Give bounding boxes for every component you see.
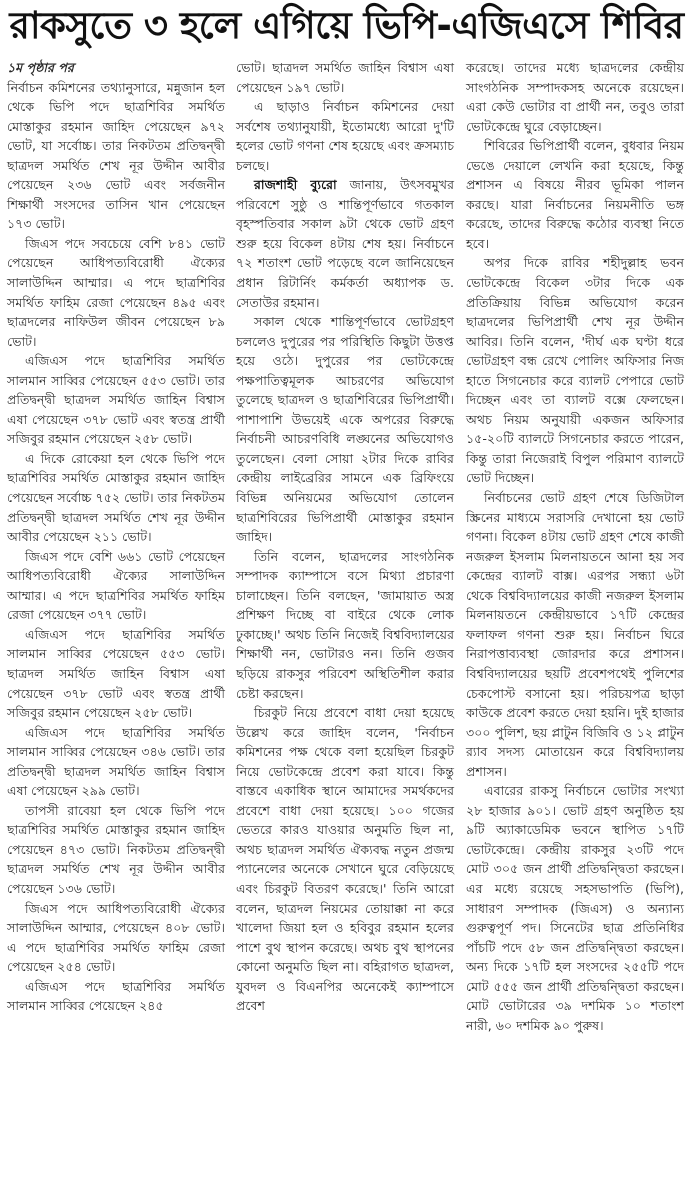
paragraph: এ ছাড়াও নির্বাচন কমিশনের দেয়া সর্বশেষ তথ্যানুযায়ী, ইতোমধ্যে আরো দু'টি হলের ভোট গণনা শেষ হয়েছে এবং ক্রসম্যাচ চলছে।: [236, 99, 454, 173]
paragraph: এজিএস পদে ছাত্রশিবির সমর্থিত সালমান সাব্বির পেয়েছেন ২৪৫: [7, 978, 225, 1014]
paragraph-dateline: [236, 175, 454, 312]
paragraph: জিএস পদে বেশি ৬৬১ ভোট পেয়েছেন আধিপত্যবিরোধী ঐক্যের সালাউদ্দিন আম্মার। এ পদে ছাত্রশিবির সমর্থিত ফাহিম রেজা পেয়েছেন ৩৭৭ ভোট।: [7, 548, 225, 623]
paragraph: ভোট। ছাত্রদল সমর্থিত জাহিন বিশ্বাস এষা পেয়েছেন ১৯৭ ভোট।: [236, 60, 454, 95]
paragraph-text: জানায়, উৎসবমুখর পরিবেশে সুষ্ঠু ও শান্তিপূর্ণভাবে গতকাল বৃহস্পতিবার সকাল ৯টা থেকে ভোট গ্রহণ শুরু হয়ে বিকেল ৪টায় শেষ হয়। নির্বাচনে ৭২ শতাংশ ভোট পড়েছে বলে জানিয়েছেন প্রধান রিটার্নিং কর্মকর্তা অধ্যাপক ড. সেতাউর রহমান।: [236, 177, 454, 310]
paragraph: শিবিরের ভিপিপ্রার্থী বলেন, বুধবার নিয়ম ভেঙে দেয়ালে লেখনি করা হয়েছে, কিন্তু প্রশাসন এ বিষয়ে নীরব ভূমিকা পালন করছে। যারা নির্বাচনের নিয়মনীতি ভঙ্গ করেছে, তাদের বিরুদ্ধে কঠোর ব্যবস্থা নিতে হবে।: [466, 138, 684, 251]
paragraph: এ দিকে রোকেয়া হল থেকে ভিপি পদে ছাত্রশিবির সমর্থিত মোস্তাকুর রহমান জাহিদ পেয়েছেন সর্বোচ্চ ৭৫২ ভোট। তার নিকটতম প্রতিদ্বন্দ্বী ছাত্রদল সমর্থিত শেখ নূর উদ্দীন আবীর পেয়েছেন ২১১ ভোট।: [7, 450, 225, 545]
paragraph: জিএস পদে সবচেয়ে বেশি ৮৪১ ভোট পেয়েছেন আধিপত্যবিরোধী ঐক্যের সালাউদ্দিন আম্মার। এ পদে ছাত্রশিবির সমর্থিত ফাহিম রেজা পেয়েছেন ৪৯৫ এবং ছাত্রদলের নাফিউল জীবন পেয়েছেন ৮৯ ভোট।: [7, 235, 225, 349]
paragraph: অপর দিকে রাবির শহীদুল্লাহ ভবন ভোটকেন্দ্রে বিকেল ৩টার দিকে এক প্রতিক্রিয়ায় বিভিন্ন অভিযোগ করেন ছাত্রদলের ভিপিপ্রার্থী শেখ নূর উদ্দীন আবির। তিনি বলেন, 'দীর্ঘ এক ঘণ্টা ধরে ভোটগ্রহণ বন্ধ রেখে পোলিং অফিসার নিজ হাতে সিগনেচার করে ব্যালট পেপারে ভোট দিচ্ছেন এবং তা ব্যালট বক্সে ফেলছেন। অথচ নিয়ম অনুযায়ী একজন অফিসার ১৫-২০টি ব্যালটে সিগনেচার করতে পারেন, কিন্তু তারা নিজেরাই বিপুল পরিমাণ ব্যালটে ভোট দিচ্ছেন।: [466, 255, 684, 486]
paragraph: এবারের রাকসু নির্বাচনে ভোটার সংখ্যা ২৮ হাজার ৯০১। ভোট গ্রহণ অনুষ্ঠিত হয় ৯টি অ্যাকাডেমিক ভবনে স্থাপিত ১৭টি ভোটকেন্দ্রে। কেন্দ্রীয় রাকসুর ২৩টি পদে মোট ৩০৫ জন প্রার্থী প্রতিদ্বন্দ্বিতা করছেন। এর মধ্যে রয়েছে সহসভাপতি (ভিপি), সাধারণ সম্পাদক (জিএস) ও অন্যান্য গুরুত্বপূর্ণ পদ। সিনেটের ছাত্র প্রতিনিধির পাঁচটি পদে ৫৮ জন প্রতিদ্বন্দ্বিতা করছেন। অন্য দিকে ১৭টি হল সংসদের ২৫৫টি পদে মোট ৫৫৫ জন প্রার্থী প্রতিদ্বন্দ্বিতা করছেন। মোট ভোটারের ৩৯ দশমিক ১০ শতাংশ নারী, ৬০ দশমিক ৯০ পুরুষ।: [466, 783, 684, 1033]
paragraph: এজিএস পদে ছাত্রশিবির সমর্থিত সালমান সাব্বির পেয়েছেন ৫৫৩ ভোট। তার প্রতিদ্বন্দ্বী ছাত্রদল সমর্থিত জাহিন বিশ্বাস এষা পেয়েছেন ৩৭৮ ভোট এবং স্বতন্ত্র প্রার্থী সজিবুর রহমান পেয়েছেন ২৫৮ ভোট।: [7, 353, 225, 447]
paragraph: নির্বাচন কমিশনের তথ্যানুসারে, মন্নুজান হল থেকে ভিপি পদে ছাত্রশিবির সমর্থিত মোস্তাকুর রহমান জাহিদ পেয়েছেন ৯৭২ ভোট, যা সর্বোচ্চ। তার নিকটতম প্রতিদ্বন্দ্বী ছাত্রদল সমর্থিত শেখ নূর উদ্দীন আবীর পেয়েছেন ২৩৬ ভোট এবং সর্বজনীন শিক্ষার্থী সংসদের তাসিন খান পেয়েছেন ১৭৩ ভোট।: [7, 79, 225, 232]
continued-from-label: ১ম পৃষ্ঠার পর: [7, 60, 74, 75]
paragraph: এজিএস পদে ছাত্রশিবির সমর্থিত সালমান সাব্বির পেয়েছেন ৫৫৩ ভোট। ছাত্রদল সমর্থিত জাহিন বিশ্বাস এষা পেয়েছেন ৩৭৮ ভোট এবং স্বতন্ত্র প্রার্থী সজিবুর রহমান পেয়েছেন ২৫৮ ভোট।: [7, 626, 225, 721]
paragraph: এজিএস পদে ছাত্রশিবির সমর্থিত সালমান সাব্বির পেয়েছেন ৩৪৬ ভোট। তার প্রতিদ্বন্দ্বী ছাত্রদল সমর্থিত জাহিন বিশ্বাস এষা পেয়েছেন ২৯৯ ভোট।: [7, 724, 225, 799]
paragraph: নির্বাচনের ভোট গ্রহণ শেষে ডিজিটাল স্ক্রিনের মাধ্যমে সরাসরি দেখানো হয় ভোট গণনা। বিকেল ৪টায় ভোট গ্রহণ শেষে কাজী নজরুল ইসলাম মিলনায়তনে আনা হয় সব কেন্দ্রের ব্যালট বাক্স। এরপর সন্ধ্যা ৬টা থেকে বিশ্ববিদ্যালয়ের কাজী নজরুল ইসলাম মিলনায়তনে কেন্দ্রীয়ভাবে ১৭টি কেন্দ্রের ফলাফল গণনা শুরু হয়। নির্বাচন ঘিরে নিরাপত্তাব্যবস্থা জোরদার করে প্রশাসন। বিশ্ববিদ্যালয়ের ছয়টি প্রবেশপথেই পুলিশের চেকপোস্ট বসানো হয়। পরিচয়পত্র ছাড়া কাউকে প্রবেশ করতে দেয়া হয়নি। দুই হাজার ৩০০ পুলিশ, ছয় প্লাটুন বিজিবি ও ১২ প্লাটুন র‌্যাব সদস্য মোতায়েন করে বিশ্ববিদ্যালয় প্রশাসন।: [466, 490, 684, 779]
paragraph: সকাল থেকে শান্তিপূর্ণভাবে ভোটগ্রহণ চললেও দুপুরের পর পরিস্থিতি কিছুটা উত্তপ্ত হয়ে ওঠে। দুপুরের পর ভোটকেন্দ্রে পক্ষপাতিত্বমূলক আচরণের অভিযোগ তুলেছে ছাত্রদল ও ছাত্রশিবিরের ভিপিপ্রার্থী। পাশাপাশি উভয়েই একে অপরের বিরুদ্ধে নির্বাচনী আচরণবিধি লঙ্ঘনের অভিযোগও তুলেছেন। বেলা সোয়া ২টার দিকে রাবির কেন্দ্রীয় লাইব্রেরির সামনে এক ব্রিফিংয়ে বিভিন্ন অনিয়মের অভিযোগ তোলেন ছাত্রশিবিরের ভিপিপ্রার্থী মোস্তাকুর রহমান জাহিদ।: [236, 314, 454, 545]
headline: রাকসুতে ৩ হলে এগিয়ে ভিপি-এজিএসে শিবির: [9, 4, 684, 47]
article-column-3: [466, 58, 684, 1035]
dateline: রাজশাহী ব্যুরো: [254, 177, 337, 193]
article-column-2: [236, 58, 454, 1016]
paragraph: জিএস পদে আধিপত্যবিরোধী ঐক্যের সালাউদ্দিন আম্মার, পেয়েছেন ৪০৮ ভোট। এ পদে ছাত্রশিবির সমর্থিত ফাহিম রেজা পেয়েছেন ২৫৪ ভোট।: [7, 900, 225, 975]
paragraph: করেছে। তাদের মধ্যে ছাত্রদলের কেন্দ্রীয় সাংগঠনিক সম্পাদকসহ অনেকে রয়েছেন। এরা কেউ ভোটার বা প্রার্থী নন, তবুও তারা ভোটকেন্দ্রে ঘুরে বেড়াচ্ছেন।: [466, 60, 684, 134]
article-column-1: [7, 58, 225, 1016]
paragraph: চিরকুট নিয়ে প্রবেশে বাধা দেয়া হয়েছে উল্লেখ করে জাহিদ বলেন, 'নির্বাচন কমিশনের পক্ষ থেকে বলা হয়েছিল চিরকুট নিয়ে ভোটকেন্দ্রে প্রবেশ করা যাবে। কিন্তু বাস্তবে একাধিক স্থানে আমাদের সমর্থকদের প্রবেশে বাধা দেয়া হয়েছে। ১০০ গজের ভেতরে কারও যাওয়ার অনুমতি ছিল না, অথচ ছাত্রদল সমর্থিত ঐক্যবদ্ধ নতুন প্রজন্ম প্যানেলের অনেকে সেখানে ঘুরে বেড়িয়েছে এবং চিরকুট বিতরণ করেছে।' তিনি আরো বলেন, ছাত্রদল নিয়মের তোয়াক্কা না করে খালেদা জিয়া হল ও হবিবুর রহমান হলের পাশে বুথ স্থাপন করেছে। অথচ বুথ স্থাপনের কোনো অনুমতি ছিল না। বহিরাগত ছাত্রদল, যুবদল ও বিএনপির অনেকেই ক্যাম্পাসে প্রবেশ: [236, 705, 454, 1014]
paragraph: তিনি বলেন, ছাত্রদলের সাংগঠনিক সম্পাদক ক্যাম্পাসে বসে মিথ্যা প্রচারণা চালাচ্ছেন। তিনি বলছেন, 'জামায়াত অস্ত্র প্রশিক্ষণ দিচ্ছে বা বাইরে থেকে লোক ঢুকাচ্ছে।' অথচ তিনি নিজেই বিশ্ববিদ্যালয়ের শিক্ষার্থী নন, ভোটারও নন। তিনি গুজব ছড়িয়ে রাকসুর পরিবেশ অস্থিতিশীল করার চেষ্টা করছেন।: [236, 548, 454, 701]
paragraph: তাপসী রাবেয়া হল থেকে ভিপি পদে ছাত্রশিবির সমর্থিত মোস্তাকুর রহমান জাহিদ পেয়েছেন ৪৭৩ ভোট। নিকটতম প্রতিদ্বন্দ্বী ছাত্রদল সমর্থিত শেখ নূর উদ্দীন আবীর পেয়েছেন ১৩৬ ভোট।: [7, 802, 225, 896]
